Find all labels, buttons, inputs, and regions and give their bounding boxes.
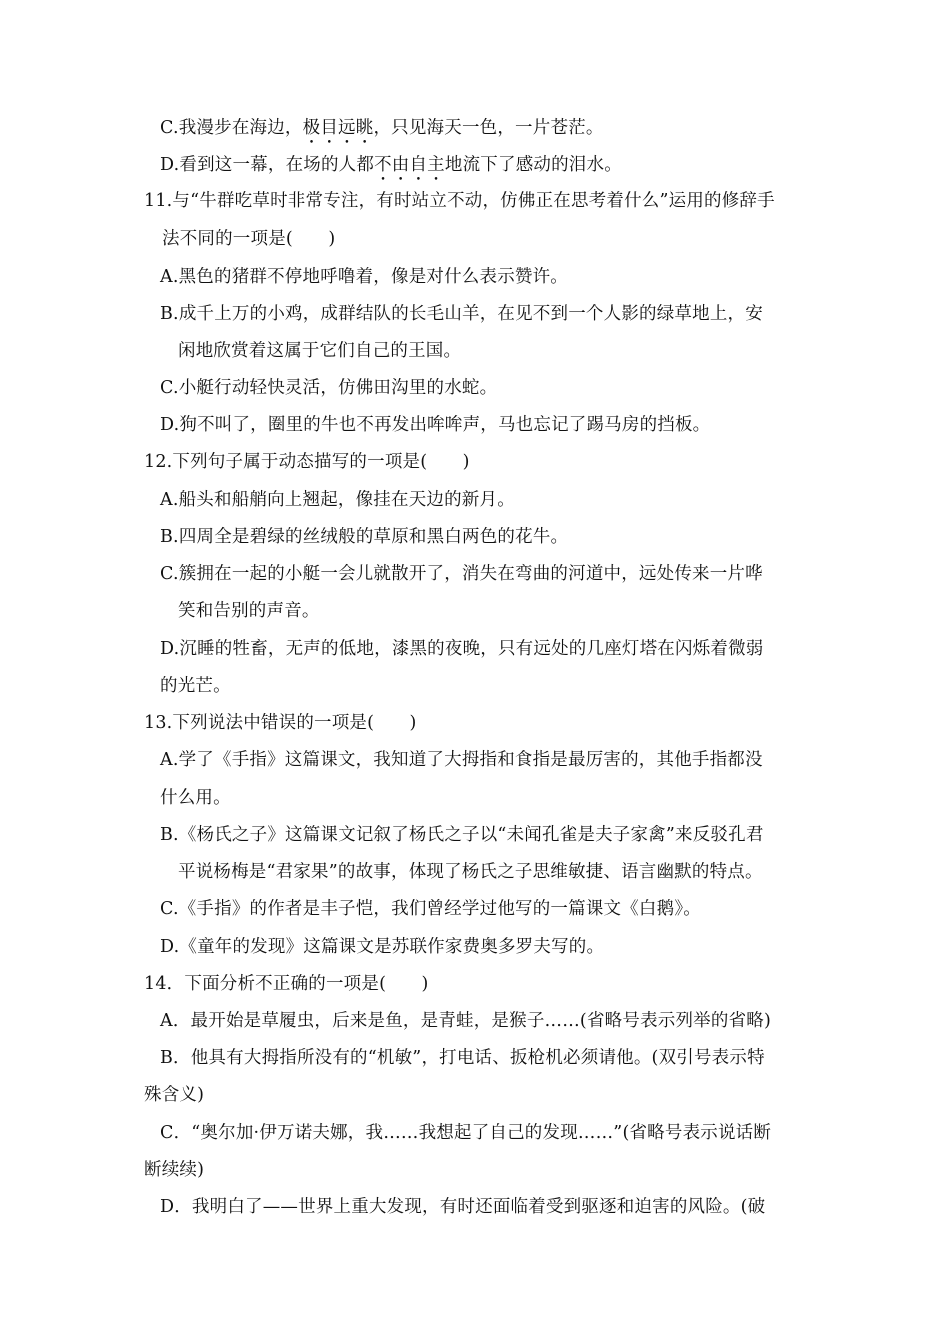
q12-option-d-line1: D.沉睡的牲畜，无声的低地，漆黑的夜晚，只有远处的几座灯塔在闪烁着微弱 [160,639,764,659]
q14-option-a: A．最开始是草履虫，后来是鱼，是青蛙，是猴子……(省略号表示列举的省略) [160,1011,771,1031]
text: 地流下了感动的泪水。 [444,155,622,175]
q13-option-d: D.《童年的发现》这篇课文是苏联作家费奥多罗夫写的。 [160,937,605,957]
q14-option-d-line1: D．我明白了——世界上重大发现，有时还面临着受到驱逐和迫害的风险。(破 [160,1197,766,1217]
q13-option-a-line1: A.学了《手指》这篇课文，我知道了大拇指和食指是最厉害的，其他手指都没 [160,750,763,770]
q13-option-a-line2: 什么用。 [160,788,231,808]
q13-option-b-line1: B.《杨氏之子》这篇课文记叙了杨氏之子以“未闻孔雀是夫子家禽”来反驳孔君 [160,825,764,845]
q12-option-a: A.船头和船艄向上翘起，像挂在天边的新月。 [160,490,515,510]
q10-option-c [160,116,604,148]
q14-option-b-line1: B．他具有大拇指所没有的“机敏”，打电话、扳枪机必须请他。(双引号表示特 [160,1048,765,1068]
q13-option-b-line2: 平说杨梅是“君家果”的故事，体现了杨氏之子思维敏捷、语言幽默的特点。 [178,862,763,882]
q12-stem: 12.下列句子属于动态描写的一项是( ) [144,452,470,472]
emphasized-phrase: 极目远眺 [302,118,374,138]
q12-option-c-line2: 笑和告别的声音。 [178,601,320,621]
q11-option-b-line2: 闲地欣赏着这属于它们自己的王国。 [178,341,462,361]
text: C.我漫步在海边， [160,118,303,138]
q10-option-d [160,153,622,185]
q13-option-c: C.《手指》的作者是丰子恺，我们曾经学过他写的一篇课文《白鹅》。 [160,899,701,919]
q11-stem-line2: 法不同的一项是( ) [162,229,336,249]
text: D.看到这一幕，在场的人都 [160,155,375,175]
q14-option-b-line2: 殊含义) [144,1085,205,1105]
q11-option-b-line1: B.成千上万的小鸡，成群结队的长毛山羊，在见不到一个人影的绿草地上，安 [160,304,763,324]
text: ，只见海天一色，一片苍茫。 [373,118,604,138]
q12-option-d-line2: 的光芒。 [160,676,231,696]
q14-option-c-line2: 断续续) [144,1160,205,1180]
q11-option-d: D.狗不叫了，圈里的牛也不再发出哞哞声，马也忘记了踢马房的挡板。 [160,415,711,435]
emphasized-phrase: 不由自主 [374,155,445,175]
q11-option-c: C.小艇行动轻快灵活，仿佛田沟里的水蛇。 [160,378,498,398]
q14-stem: 14．下面分析不正确的一项是( ) [144,974,429,994]
q14-option-c-line1: C．“奥尔加·伊万诺夫娜，我……我想起了自己的发现……”(省略号表示说话断 [160,1123,772,1143]
q11-stem-line1: 11.与“牛群吃草时非常专注，有时站立不动，仿佛正在思考着什么”运用的修辞手 [144,191,775,211]
q11-option-a: A.黑色的猪群不停地呼噜着，像是对什么表示赞许。 [160,267,568,287]
q13-stem: 13.下列说法中错误的一项是( ) [144,713,417,733]
q12-option-b: B.四周全是碧绿的丝绒般的草原和黑白两色的花牛。 [160,527,569,547]
q12-option-c-line1: C.簇拥在一起的小艇一会儿就散开了，消失在弯曲的河道中，远处传来一片哗 [160,564,763,584]
